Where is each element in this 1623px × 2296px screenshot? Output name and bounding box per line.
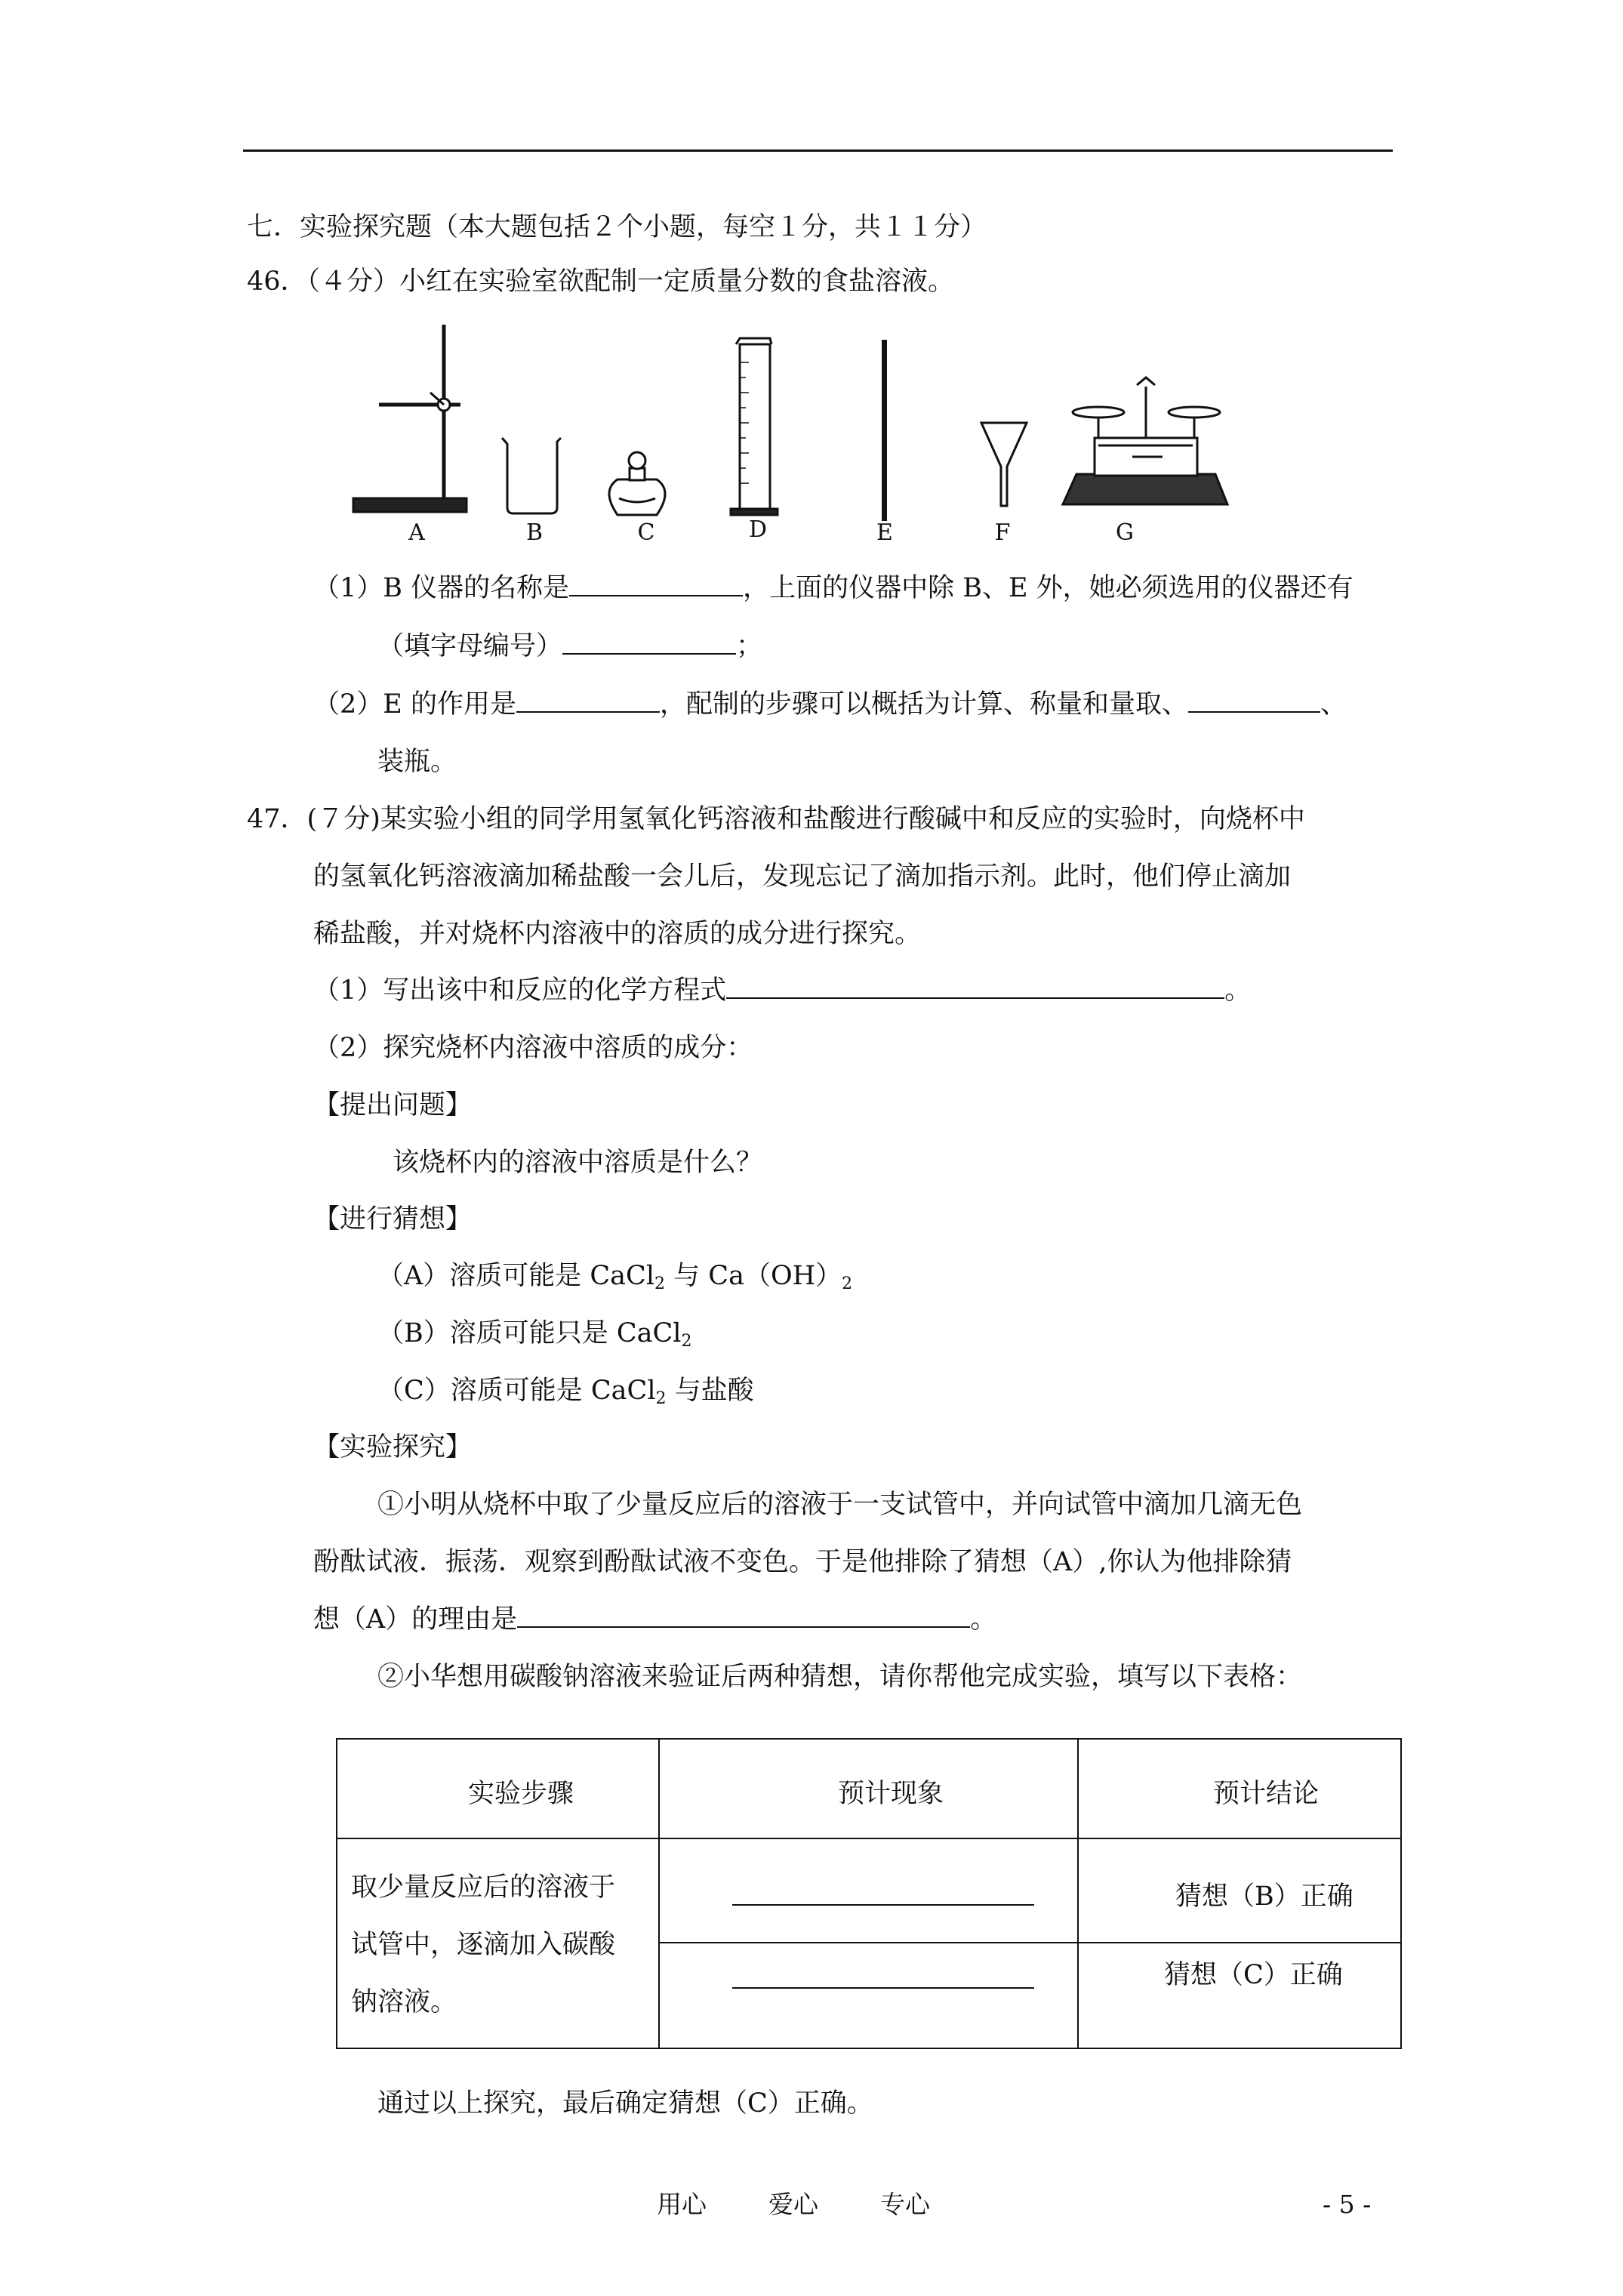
answer-blank[interactable]	[569, 572, 743, 596]
table-rule	[658, 1942, 1402, 1943]
section-title: 七．实验探究题（本大题包括２个小题，每空１分，共１１分）	[247, 212, 987, 242]
explore1-line1: ①小明从烧杯中取了少量反应后的溶液于一支试管中，并向试管中滴加几滴无色	[377, 1490, 1303, 1520]
step-line2: 试管中，逐滴加入碳酸	[351, 1930, 616, 1960]
glass-rod-icon	[882, 340, 887, 521]
experiment-table	[336, 1738, 1402, 2049]
heading-explore: 【实验探究】	[313, 1432, 473, 1462]
header-steps: 实验步骤	[468, 1779, 574, 1809]
label-f: F	[994, 519, 1011, 546]
funnel-icon	[981, 423, 1027, 506]
q46-stem: 46．（４分）小红在实验室欲配制一定质量分数的食盐溶液。	[247, 267, 955, 297]
header-phenomenon: 预计现象	[838, 1779, 944, 1809]
heading-hypothesis: 【进行猜想】	[313, 1204, 473, 1234]
phenomenon-blank-1[interactable]	[732, 1904, 1034, 1906]
label-a: A	[408, 519, 425, 546]
page-number: - 5 -	[1323, 2190, 1372, 2219]
table-rule	[658, 1740, 660, 2049]
final-statement: 通过以上探究，最后确定猜想（C）正确。	[377, 2088, 873, 2119]
q47-stem-line1: 47．(７分)某实验小组的同学用氢氧化钙溶液和盐酸进行酸碱中和反应的实验时，向烧杯中	[247, 804, 1305, 834]
label-d: D	[748, 516, 768, 543]
answer-blank[interactable]	[1188, 689, 1320, 713]
q47-stem-line3: 稀盐酸，并对烧杯内溶液中的溶质的成分进行探究。	[313, 919, 922, 949]
question-text: 该烧杯内的溶液中溶质是什么？	[393, 1148, 763, 1178]
conclusion-1: 猜想（B）正确	[1175, 1881, 1354, 1912]
q46-part2-line2: 装瓶。	[377, 747, 457, 777]
header-conclusion: 预计结论	[1213, 1779, 1320, 1809]
table-rule	[337, 1838, 1402, 1839]
explore1-line2: 酚酞试液．振荡．观察到酚酞试液不变色。于是他排除了猜想（A）,你认为他排除猜	[313, 1547, 1292, 1577]
label-g: G	[1116, 519, 1134, 546]
conclusion-2: 猜想（C）正确	[1164, 1960, 1343, 1990]
hypothesis-c: （C）溶质可能是 CaCl$_2$ 与盐酸	[377, 1376, 754, 1408]
q46-part1-line2: （填字母编号） ；	[377, 631, 763, 661]
footer-motto-2: 爱心	[768, 2190, 818, 2219]
balance-icon	[1063, 378, 1227, 504]
explore1-line3: 想（A）的理由是 。	[313, 1604, 997, 1635]
q46-part1-line1: （1）B 仪器的名称是 ，上面的仪器中除 B、E 外，她必须选用的仪器还有	[313, 573, 1354, 603]
footer-motto-1: 用心	[657, 2190, 707, 2219]
hypothesis-b: （B）溶质可能只是 CaCl$_2$	[377, 1318, 692, 1351]
equation-blank[interactable]	[726, 975, 1224, 999]
iron-stand-icon	[353, 325, 467, 512]
table-rule	[1077, 1740, 1079, 2049]
hypothesis-a: （A）溶质可能是 CaCl$_2$ 与 $Ca(OH)_2$	[377, 1261, 853, 1293]
explore2: ②小华想用碳酸钠溶液来验证后两种猜想，请你帮他完成实验，填写以下表格：	[377, 1662, 1303, 1692]
answer-blank[interactable]	[562, 630, 736, 655]
answer-blank[interactable]	[516, 689, 660, 713]
heading-raise-question: 【提出问题】	[313, 1090, 473, 1120]
alcohol-lamp-icon	[609, 452, 665, 515]
step-line1: 取少量反应后的溶液于	[351, 1872, 616, 1903]
footer-motto-3: 专心	[880, 2190, 930, 2219]
phenomenon-blank-2[interactable]	[732, 1987, 1034, 1989]
label-c: C	[637, 519, 655, 546]
label-b: B	[525, 519, 544, 546]
q47-part1: （1）写出该中和反应的化学方程式 。	[313, 975, 1252, 1006]
reason-blank[interactable]	[517, 1604, 970, 1628]
header-rule	[243, 149, 1393, 152]
q47-part2: （2）探究烧杯内溶液中溶质的成分：	[313, 1033, 753, 1063]
measuring-cylinder-icon	[731, 338, 778, 515]
label-e: E	[876, 519, 893, 546]
beaker-icon	[502, 438, 561, 513]
apparatus-figure	[347, 317, 1238, 551]
q46-part2-line1: （2）E 的作用是 ，配制的步骤可以概括为计算、称量和量取、 、	[313, 689, 1347, 720]
q47-stem-line2: 的氢氧化钙溶液滴加稀盐酸一会儿后，发现忘记了滴加指示剂。此时，他们停止滴加	[313, 861, 1292, 892]
step-line3: 钠溶液。	[351, 1987, 457, 2017]
